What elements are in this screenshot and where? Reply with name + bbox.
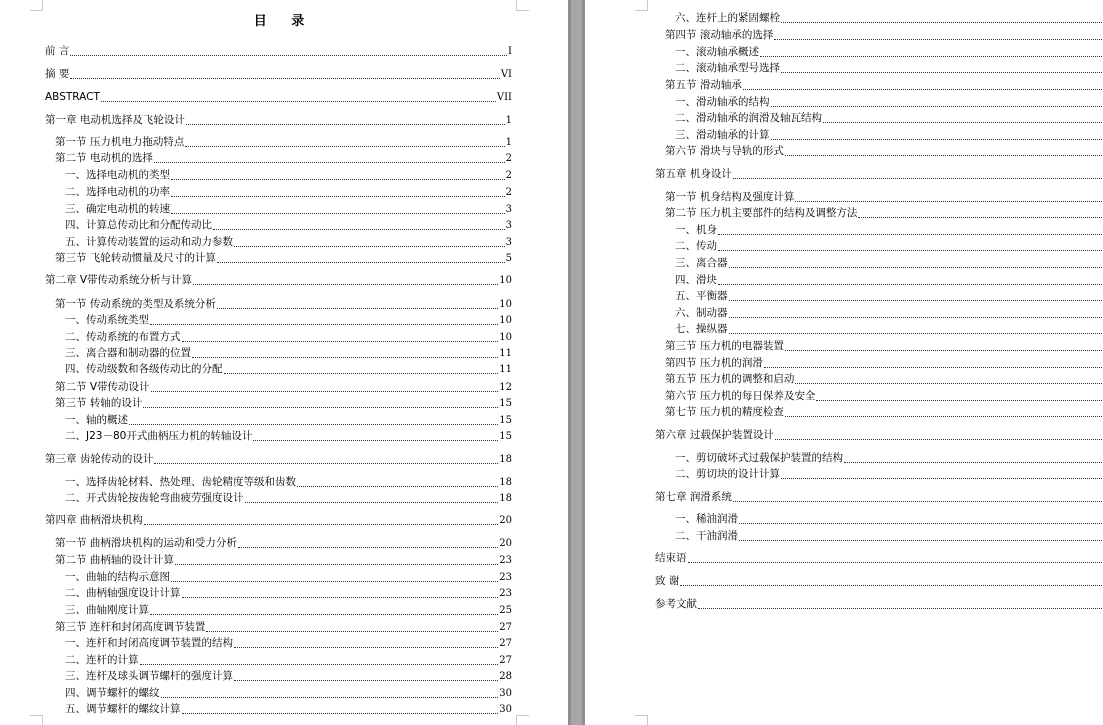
toc-entry[interactable] <box>65 185 512 200</box>
toc-entry-text: 二、传动系统的布置方式 <box>65 331 181 343</box>
toc-page-number: 10 <box>499 299 512 310</box>
toc-entry[interactable] <box>45 113 512 128</box>
toc-entry[interactable] <box>65 413 512 428</box>
toc-entry[interactable] <box>65 168 512 183</box>
toc-entry[interactable] <box>65 429 512 444</box>
toc-entry[interactable] <box>675 451 1103 466</box>
toc-entry-text: 第四节 压力机的润滑 <box>665 357 763 369</box>
toc-entry-text: 三、曲轴刚度计算 <box>65 604 149 616</box>
toc-entry-text: 二、开式齿轮按齿轮弯曲疲劳强度设计 <box>65 492 244 504</box>
toc-entry-text: 二、曲柄轴强度设计计算 <box>65 587 181 599</box>
toc-entry[interactable] <box>675 239 1103 254</box>
toc-entry[interactable] <box>65 491 512 506</box>
toc-entry-text: 第三节 连杆和封闭高度调节装置 <box>55 621 206 633</box>
toc-entry[interactable] <box>675 306 1103 321</box>
toc-entry-text: 第一节 曲柄滑块机构的运动和受力分析 <box>55 537 237 549</box>
toc-entry[interactable] <box>65 702 512 717</box>
toc-entry-text: 第四章 曲柄滑块机构 <box>45 514 143 526</box>
toc-entry-text: 第二章 V带传动系统分析与计算 <box>45 274 193 286</box>
toc-entry[interactable] <box>45 273 512 288</box>
toc-entry-text: 一、稀油润滑 <box>675 513 738 525</box>
toc-entry-text: 第六节 滑块与导轨的形式 <box>665 145 784 157</box>
toc-entry[interactable] <box>655 597 1103 612</box>
toc-dot-leader <box>171 581 498 582</box>
toc-entry[interactable] <box>65 686 512 701</box>
toc-entry[interactable] <box>45 452 512 467</box>
toc-entry[interactable] <box>55 380 512 395</box>
toc-entry-text: 第三节 压力机的电器装置 <box>665 340 784 352</box>
toc-entry-text: 第三节 转轴的设计 <box>55 397 143 409</box>
toc-page-right <box>585 0 1103 725</box>
toc-dot-leader <box>729 300 1103 301</box>
toc-entry[interactable] <box>65 235 512 250</box>
toc-entry-text: 第二节 V带传动设计 <box>55 381 150 393</box>
toc-entry[interactable] <box>675 289 1103 304</box>
toc-entry[interactable] <box>665 78 1103 93</box>
toc-entry[interactable] <box>655 167 1103 182</box>
toc-entry-text: 第一章 电动机选择及飞轮设计 <box>45 114 185 126</box>
toc-entry[interactable] <box>675 273 1103 288</box>
toc-dot-leader <box>171 213 505 214</box>
toc-dot-leader <box>858 217 1102 218</box>
toc-entry-text: 参考文献 <box>655 598 697 610</box>
toc-dot-leader <box>150 324 498 325</box>
toc-entry-text: 第一节 压力机电力拖动特点 <box>55 136 185 148</box>
toc-entry[interactable] <box>55 135 512 150</box>
toc-page-number: I <box>508 46 512 57</box>
toc-entry[interactable] <box>65 346 512 361</box>
toc-page-number: 10 <box>499 332 512 343</box>
toc-entry-text: 第三节 飞轮转动惯量及尺寸的计算 <box>55 252 216 264</box>
page-corner-mark <box>516 715 529 725</box>
toc-dot-leader <box>729 267 1103 268</box>
toc-dot-leader <box>143 407 498 408</box>
toc-dot-leader <box>192 357 498 358</box>
toc-page-number: 11 <box>499 348 512 359</box>
toc-entry[interactable] <box>65 362 512 377</box>
toc-entry-text: 六、连杆上的紧固螺栓 <box>675 12 780 24</box>
toc-dot-leader <box>217 308 498 309</box>
toc-entry[interactable] <box>55 396 512 411</box>
toc-dot-leader <box>161 697 499 698</box>
toc-entry[interactable] <box>675 95 1103 110</box>
toc-dot-leader <box>823 122 1102 123</box>
toc-entry[interactable] <box>65 603 512 618</box>
toc-entry[interactable] <box>675 322 1103 337</box>
page-corner-mark <box>635 0 648 11</box>
toc-entry-text: 五、平衡器 <box>675 290 728 302</box>
toc-dot-leader <box>729 333 1103 334</box>
toc-dot-leader <box>151 391 499 392</box>
toc-entry-text: 四、传动级数和各级传动比的分配 <box>65 363 223 375</box>
toc-entry-text: 三、离合器和制动器的位置 <box>65 347 191 359</box>
toc-entry[interactable] <box>675 61 1103 76</box>
toc-entry-text: 三、连杆及球头调节螺杆的强度计算 <box>65 670 233 682</box>
toc-page-number: 23 <box>499 572 512 583</box>
toc-dot-leader <box>213 229 505 230</box>
toc-entry-text: 二、滚动轴承型号选择 <box>675 62 780 74</box>
toc-entry[interactable] <box>665 144 1103 159</box>
toc-page-number: 23 <box>499 588 512 599</box>
toc-page-number: 27 <box>499 638 512 649</box>
toc-dot-leader <box>785 416 1102 417</box>
toc-dot-leader <box>718 234 1102 235</box>
toc-entry-text: 第二节 曲柄轴的设计计算 <box>55 554 174 566</box>
toc-entry[interactable] <box>675 529 1103 544</box>
toc-page-number: 3 <box>505 204 512 215</box>
toc-page-number: 25 <box>499 605 512 616</box>
toc-entry[interactable] <box>65 586 512 601</box>
toc-dot-leader <box>764 367 1102 368</box>
toc-page-number: 10 <box>499 275 512 286</box>
toc-entry-text: 一、连杆和封闭高度调节装置的结构 <box>65 637 233 649</box>
toc-entry-text: 二、剪切块的设计计算 <box>675 468 780 480</box>
toc-entry-text: 第五节 压力机的调整和启动 <box>665 373 795 385</box>
toc-entry[interactable] <box>665 28 1103 43</box>
toc-entry-text: 第五章 机身设计 <box>655 168 732 180</box>
toc-entry-text: 第六章 过载保护装置设计 <box>655 429 774 441</box>
toc-dot-leader <box>680 585 1102 586</box>
toc-entry-text: 第六节 压力机的每日保养及安全 <box>665 390 816 402</box>
toc-entry-text: 五、计算传动装置的运动和动力参数 <box>65 236 233 248</box>
toc-dot-leader <box>785 155 1102 156</box>
toc-page-number: 18 <box>499 493 512 504</box>
toc-entry-text: 六、制动器 <box>675 307 728 319</box>
toc-page-number: 15 <box>499 398 512 409</box>
toc-dot-leader <box>234 647 498 648</box>
toc-page-number: 15 <box>499 415 512 426</box>
toc-dot-leader <box>182 713 499 714</box>
toc-dot-leader <box>245 502 499 503</box>
toc-dot-leader <box>234 680 498 681</box>
toc-entry[interactable] <box>65 313 512 328</box>
toc-entry-text: 第七节 压力机的精度检查 <box>665 406 784 418</box>
toc-entry[interactable] <box>65 330 512 345</box>
toc-entry[interactable] <box>665 190 1103 205</box>
toc-entry-text: 一、剪切破坏式过载保护装置的结构 <box>675 452 843 464</box>
toc-page-number: 27 <box>499 655 512 666</box>
toc-dot-leader <box>129 424 498 425</box>
toc-dot-leader <box>70 55 507 56</box>
toc-dot-leader <box>206 631 498 632</box>
toc-entry[interactable] <box>65 669 512 684</box>
toc-entry-text: 四、调节螺杆的螺纹 <box>65 687 160 699</box>
toc-page-number: 20 <box>499 538 512 549</box>
toc-entry-text: 第七章 润滑系统 <box>655 491 732 503</box>
toc-entry-text: 第三章 齿轮传动的设计 <box>45 453 154 465</box>
toc-dot-leader <box>739 523 1102 524</box>
toc-entry-text: 摘 要 <box>45 68 70 80</box>
toc-entry[interactable] <box>665 339 1103 354</box>
toc-entry-text: 第二节 电动机的选择 <box>55 152 153 164</box>
toc-page-number: 12 <box>499 382 512 393</box>
toc-page-number: 18 <box>499 454 512 465</box>
toc-entry[interactable] <box>675 45 1103 60</box>
toc-entry-text: 一、传动系统类型 <box>65 314 149 326</box>
toc-entry[interactable] <box>665 405 1103 420</box>
toc-dot-leader <box>698 608 1102 609</box>
toc-entry-text: 一、滚动轴承概述 <box>675 46 759 58</box>
toc-dot-leader <box>733 501 1102 502</box>
toc-entry-text: 一、曲轴的结构示意图 <box>65 571 170 583</box>
toc-dot-leader <box>774 39 1102 40</box>
toc-entry[interactable] <box>45 513 512 528</box>
toc-entry[interactable] <box>655 490 1103 505</box>
toc-page-number: 15 <box>499 431 512 442</box>
toc-page-number: 28 <box>499 671 512 682</box>
toc-dot-leader <box>775 439 1102 440</box>
toc-entry-text: 二、干油润滑 <box>675 530 738 542</box>
toc-dot-leader <box>795 201 1102 202</box>
toc-page-number: 27 <box>499 622 512 633</box>
toc-dot-leader <box>688 562 1103 563</box>
toc-entry[interactable] <box>55 151 512 166</box>
toc-page-number: 2 <box>505 187 512 198</box>
toc-page-number: 2 <box>505 170 512 181</box>
toc-entry-text: 第五节 滑动轴承 <box>665 79 742 91</box>
toc-entry-text: 第一节 传动系统的类型及系统分析 <box>55 298 216 310</box>
toc-entry[interactable] <box>65 570 512 585</box>
toc-dot-leader <box>185 146 504 147</box>
toc-entry[interactable] <box>65 202 512 217</box>
toc-dot-leader <box>739 540 1102 541</box>
toc-dot-leader <box>224 373 499 374</box>
toc-entry-text: 五、调节螺杆的螺纹计算 <box>65 703 181 715</box>
toc-entry[interactable] <box>45 90 512 105</box>
toc-entry-text: 一、机身 <box>675 224 717 236</box>
toc-entry-text: 四、滑块 <box>675 274 717 286</box>
toc-dot-leader <box>234 246 505 247</box>
toc-dot-leader <box>733 178 1102 179</box>
toc-entry[interactable] <box>675 467 1103 482</box>
toc-dot-leader <box>193 284 498 285</box>
toc-entry[interactable] <box>675 223 1103 238</box>
toc-entry[interactable] <box>655 428 1103 443</box>
toc-entry-text: 七、操纵器 <box>675 323 728 335</box>
toc-dot-leader <box>297 486 498 487</box>
toc-entry[interactable] <box>665 372 1103 387</box>
toc-entry[interactable] <box>55 251 512 266</box>
toc-dot-leader <box>781 72 1102 73</box>
toc-dot-leader <box>718 284 1102 285</box>
toc-page-number: VI <box>500 69 512 80</box>
toc-entry-text: 第四节 滚动轴承的选择 <box>665 29 774 41</box>
toc-dot-leader <box>760 56 1102 57</box>
toc-dot-leader <box>238 547 498 548</box>
toc-entry-text: 二、传动 <box>675 240 717 252</box>
toc-entry-text: 二、滑动轴承的润滑及轴瓦结构 <box>675 112 822 124</box>
toc-page-number: VII <box>496 92 512 103</box>
toc-dot-leader <box>785 350 1102 351</box>
toc-dot-leader <box>253 440 498 441</box>
toc-page-number: 3 <box>505 220 512 231</box>
toc-dot-leader <box>171 196 505 197</box>
toc-entry[interactable] <box>675 128 1103 143</box>
page-gutter <box>568 0 585 725</box>
toc-entry-text: 一、滑动轴承的结构 <box>675 96 770 108</box>
toc-dot-leader <box>175 564 498 565</box>
toc-dot-leader <box>781 478 1102 479</box>
toc-entry[interactable] <box>55 620 512 635</box>
toc-dot-leader <box>182 597 499 598</box>
toc-dot-leader <box>154 463 498 464</box>
toc-entry[interactable] <box>65 218 512 233</box>
toc-entry[interactable] <box>45 67 512 82</box>
toc-entry-text: 二、连杆的计算 <box>65 654 139 666</box>
toc-entry[interactable] <box>45 44 512 59</box>
toc-page-number: 2 <box>505 153 512 164</box>
toc-title: 目 录 <box>253 14 315 29</box>
toc-dot-leader <box>150 614 498 615</box>
toc-entry[interactable] <box>65 636 512 651</box>
toc-entry-text: 二、选择电动机的功率 <box>65 186 170 198</box>
toc-dot-leader <box>771 139 1103 140</box>
toc-entry-text: 结束语 <box>655 552 687 564</box>
toc-entry-text: 二、J23－80开式曲柄压力机的转轴设计 <box>65 430 253 442</box>
toc-page-number: 5 <box>505 253 512 264</box>
toc-dot-leader <box>771 106 1103 107</box>
toc-dot-leader <box>816 400 1102 401</box>
toc-dot-leader <box>781 22 1102 23</box>
toc-page-number: 20 <box>499 515 512 526</box>
toc-entry[interactable] <box>675 111 1103 126</box>
toc-dot-leader <box>186 124 505 125</box>
toc-page-number: 23 <box>499 555 512 566</box>
toc-page-number: 3 <box>505 237 512 248</box>
toc-entry[interactable] <box>675 256 1103 271</box>
toc-entry[interactable] <box>55 297 512 312</box>
toc-entry-text: ABSTRACT <box>45 91 100 103</box>
toc-dot-leader <box>718 250 1102 251</box>
toc-entry-text: 三、确定电动机的转速 <box>65 203 170 215</box>
toc-entry-text: 前 言 <box>45 45 70 57</box>
toc-entry-text: 一、选择电动机的类型 <box>65 169 170 181</box>
toc-dot-leader <box>217 262 505 263</box>
toc-dot-leader <box>154 162 505 163</box>
toc-entry-text: 三、滑动轴承的计算 <box>675 129 770 141</box>
toc-entry-text: 三、离合器 <box>675 257 728 269</box>
toc-entry[interactable] <box>65 475 512 490</box>
toc-entry-text: 第二节 压力机主要部件的结构及调整方法 <box>665 207 858 219</box>
toc-entry[interactable] <box>655 574 1103 589</box>
toc-dot-leader <box>144 524 498 525</box>
toc-entry[interactable] <box>665 389 1103 404</box>
toc-page-number: 11 <box>499 364 512 375</box>
toc-dot-leader <box>101 101 496 102</box>
toc-page-number: 1 <box>505 115 512 126</box>
toc-page-number: 10 <box>499 315 512 326</box>
toc-dot-leader <box>70 78 499 79</box>
toc-dot-leader <box>182 341 499 342</box>
toc-entry-text: 一、轴的概述 <box>65 414 128 426</box>
toc-dot-leader <box>844 462 1102 463</box>
toc-dot-leader <box>729 317 1103 318</box>
toc-entry[interactable] <box>655 551 1103 566</box>
toc-entry[interactable] <box>675 11 1103 26</box>
toc-entry[interactable] <box>675 512 1103 527</box>
toc-entry[interactable] <box>55 536 512 551</box>
page-corner-mark <box>635 715 648 725</box>
toc-entry[interactable] <box>55 553 512 568</box>
toc-entry-text: 四、计算总传动比和分配传动比 <box>65 219 212 231</box>
toc-entry[interactable] <box>665 206 1103 221</box>
toc-page-number: 30 <box>499 704 512 715</box>
toc-page-number: 18 <box>499 477 512 488</box>
toc-entry[interactable] <box>65 653 512 668</box>
toc-dot-leader <box>140 664 499 665</box>
page-corner-mark <box>30 715 43 725</box>
toc-entry-text: 一、选择齿轮材料、热处理、齿轮精度等级和齿数 <box>65 476 296 488</box>
toc-dot-leader <box>171 179 505 180</box>
toc-entry-text: 致 谢 <box>655 575 680 587</box>
toc-entry[interactable] <box>665 356 1103 371</box>
toc-page-number: 1 <box>505 137 512 148</box>
toc-dot-leader <box>795 383 1102 384</box>
toc-entry-text: 第一节 机身结构及强度计算 <box>665 191 795 203</box>
toc-page-number: 30 <box>499 688 512 699</box>
toc-dot-leader <box>743 89 1102 90</box>
